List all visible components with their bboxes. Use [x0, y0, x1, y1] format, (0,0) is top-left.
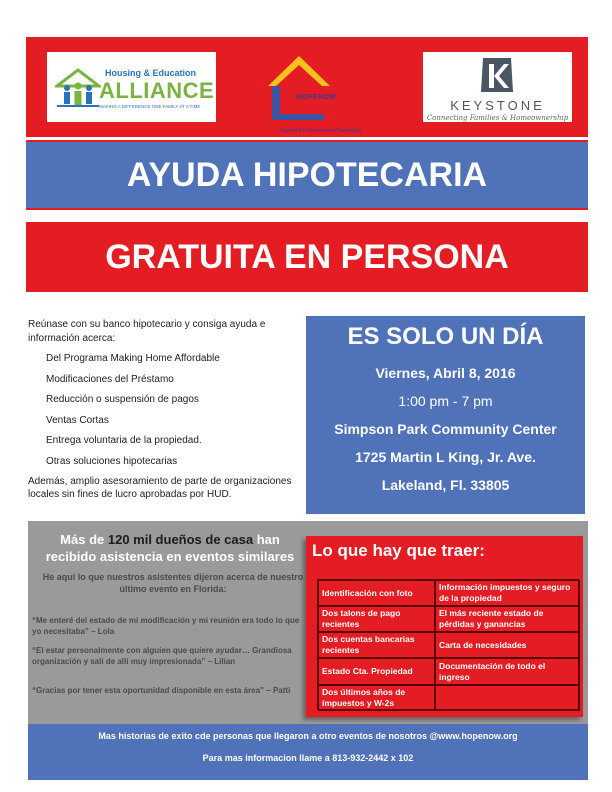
table-cell: Carta de necesidades [435, 632, 580, 658]
keystone-logo [423, 52, 572, 122]
testimonial-quote: “Gracias por tener esta oportunidad disponible en esta área” – Patti [32, 686, 291, 695]
table-cell: El más reciente estado de pérdidas y ganancias [435, 606, 580, 632]
event-heading: ES SOLO UN DÍA [347, 323, 544, 350]
event-city: Lakeland, Fl. 33805 [381, 477, 510, 493]
heading-post: han recibido asistencia en eventos similares [45, 532, 295, 564]
testimonials-subheading: He aquí lo que nuestros asistentes dijeron acerca de nuestro último evento en Florida: [42, 572, 304, 594]
house-icon [264, 52, 337, 124]
title-line-2: GRATUITA EN PERSONA [105, 238, 509, 276]
heading-pre: Más de [60, 532, 108, 547]
hopenow-logo [228, 52, 414, 134]
table-cell: Estado Cta. Propiedad [318, 658, 435, 685]
event-venue: Simpson Park Community Center [334, 421, 557, 437]
table-cell: Documentación de todo el ingreso [435, 658, 580, 685]
title-line-1: AYUDA HIPOTECARIA [126, 156, 488, 194]
testimonials-heading [34, 531, 306, 565]
list-item: Modificaciones del Préstamo [46, 373, 174, 385]
intro-section [28, 318, 303, 501]
keystone-k-icon [480, 56, 514, 94]
hopenow-brand-text: HOPENOW [296, 94, 337, 101]
table-cell: Información impuestos y seguro de la propiedad [435, 580, 580, 606]
hea-logo-line3: MAKING A DIFFERENCE ONE FAMILY AT A TIME [99, 104, 201, 109]
table-cell-empty [435, 685, 580, 711]
list-item: Reducción o suspensión de pagos [46, 394, 199, 405]
help-topics-list [28, 352, 303, 469]
family-houses-icon [55, 66, 101, 110]
what-to-bring-table [317, 579, 579, 710]
testimonial-quote: “Me enteré del estado de mi modificación y mi reunión era todo lo que yo necesitaba” – Lola [32, 616, 300, 636]
intro-note: Además, amplio asesoramiento de parte de organizaciones locales sin fines de lucro aprobadas por HUD. [28, 476, 292, 500]
housing-education-alliance-logo [47, 52, 216, 122]
footer-contact: Para mas informacion llame a 813-932-2442 x 102 [202, 753, 414, 763]
heading-count: 120 mil dueños de casa [107, 532, 254, 547]
table-cell: Dos talons de pago recientes [318, 606, 435, 632]
testimonial-quote: “El estar personalmente con alguien que quiere ayudar… Grandiosa organización y salí de allí muy impresionada” – Lilian [32, 646, 292, 666]
event-address: 1725 Martin L King, Jr. Ave. [355, 449, 536, 465]
keystone-tagline: Connecting Families & Homeownership [426, 114, 569, 122]
title-band-red [26, 222, 588, 292]
hea-logo-line1: Housing & Education [105, 68, 196, 78]
list-item: Ventas Cortas [46, 414, 109, 426]
event-time: 1:00 pm - 7 pm [398, 393, 493, 409]
title-band-blue [26, 140, 588, 210]
table-cell: Identificación con foto [318, 580, 435, 606]
what-to-bring-heading: Lo que hay que traer: [312, 541, 485, 560]
list-item: Otras soluciones hipotecarias [46, 455, 178, 467]
hea-logo-line2: ALLIANCE [99, 78, 215, 103]
what-to-bring-box [306, 536, 583, 717]
logo-band [26, 37, 588, 137]
keystone-name: KEYSTONE [450, 98, 545, 113]
footer-stories: Mas historias de exito cde personas que llegaron a otro eventos de nosotros @www.hopenow.org [98, 731, 518, 741]
list-item: Entrega voluntaria de la propiedad. [46, 435, 202, 446]
list-item: Del Programa Making Home Affordable [46, 353, 220, 364]
table-cell: Dos cuentas bancarias recientes [318, 632, 435, 658]
footer-band [28, 724, 588, 780]
event-date: Viernes, Abril 8, 2016 [375, 365, 516, 381]
hopenow-tagline: Support for Homeowners Nationwide [280, 128, 362, 134]
event-details-box [306, 316, 585, 514]
table-cell: Dos últimos años de impuestos y W-2s [318, 685, 435, 711]
intro-lead: Reúnase con su banco hipotecario y consiga ayuda e información acerca: [28, 319, 266, 344]
